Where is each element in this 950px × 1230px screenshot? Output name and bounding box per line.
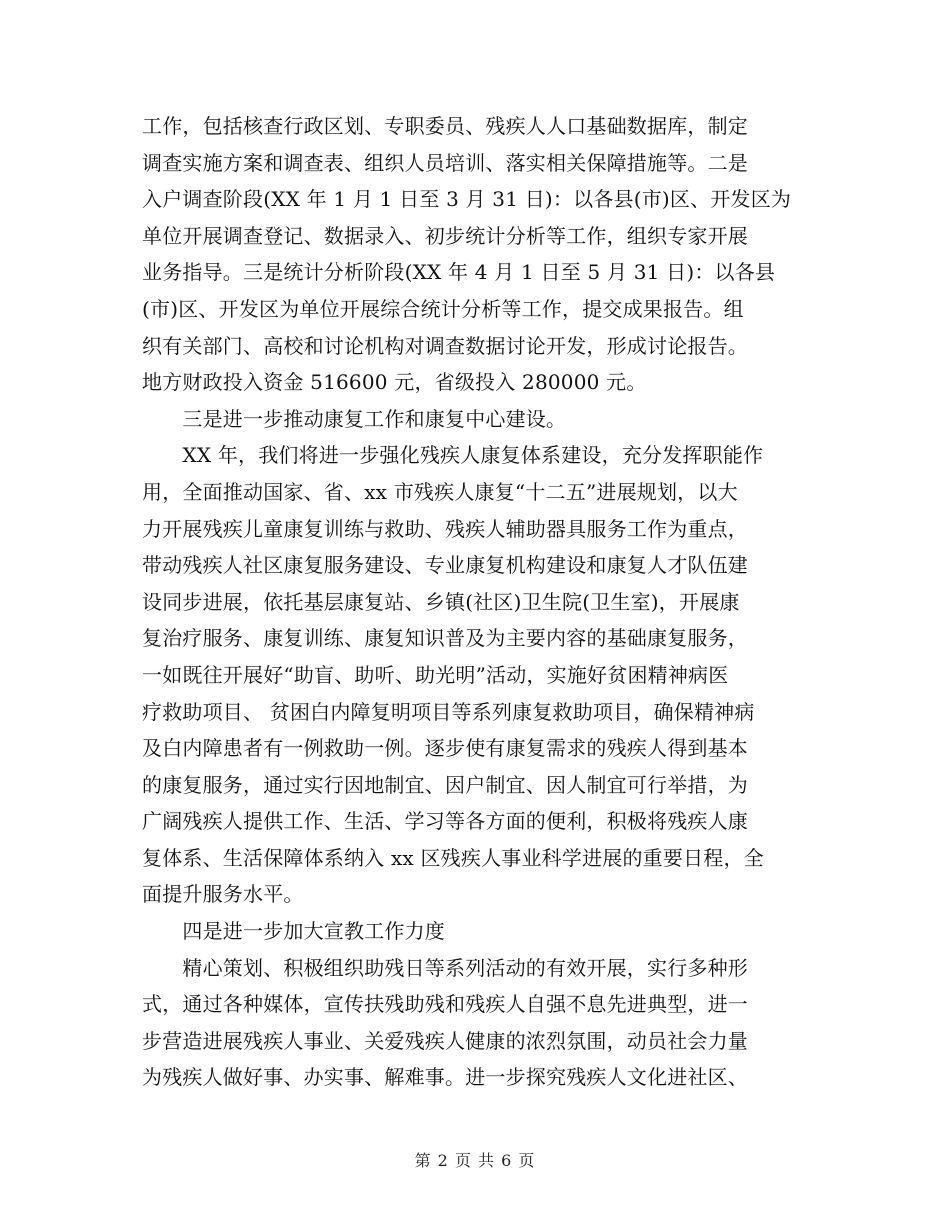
text-line: 三是进一步推动康复工作和康复中心建设。 <box>142 406 567 431</box>
text-line: 式，通过各种媒体，宣传扶残助残和残疾人自强不息先进典型，进一 <box>142 992 748 1017</box>
text-line: 疗救助项目、 贫困白内障复明项目等系列康复救助项目，确保精神病 <box>142 699 755 724</box>
text-line: 带动残疾人社区康复服务建设、专业康复机构建设和康复人才队伍建 <box>142 553 748 578</box>
text-line: 织有关部门、高校和讨论机构对调查数据讨论开发，形成讨论报告。 <box>142 333 748 358</box>
text-line: 及白内障患者有一例救助一例。逐步使有康复需求的残疾人得到基本 <box>142 736 748 761</box>
text-line: 四是进一步加大宣教工作力度 <box>142 919 445 944</box>
text-line: 工作，包括核查行政区划、专职委员、残疾人人口基础数据库，制定 <box>142 114 748 138</box>
text-line: XX 年，我们将进一步强化残疾人康复体系建设，充分发挥职能作 <box>142 443 764 468</box>
text-line: 设同步进展，依托基层康复站、乡镇(社区)卫生院(卫生室)，开展康 <box>142 589 740 614</box>
page-footer: 第 2 页 共 6 页 <box>414 1151 536 1170</box>
text-line: (市)区、开发区为单位开展综合统计分析等工作，提交成果报告。组 <box>142 296 744 321</box>
text-line: 单位开展调查登记、数据录入、初步统计分析等工作，组织专家开展 <box>142 223 748 248</box>
text-line: 入户调查阶段(XX 年 1 月 1 日至 3 月 31 日)：以各县(市)区、开发区为 <box>142 187 792 212</box>
text-line: 的康复服务，通过实行因地制宜、因户制宜、因人制宜可行举措，为 <box>142 772 748 797</box>
text-line: 用，全面推动国家、省、xx 市残疾人康复“十二五”进展规划，以大 <box>142 479 738 504</box>
text-line: 调查实施方案和调查表、组织人员培训、落实相关保障措施等。二是 <box>142 150 748 175</box>
text-line: 为残疾人做好事、办实事、解难事。进一步探究残疾人文化进社区、 <box>142 1065 748 1090</box>
text-line: 步营造进展残疾人事业、关爱残疾人健康的浓烈氛围，动员社会力量 <box>142 1028 748 1053</box>
text-line: 复治疗服务、康复训练、康复知识普及为主要内容的基础康复服务， <box>142 626 748 651</box>
text-line: 一如既往开展好“助盲、助听、助光明”活动，实施好贫困精神病医 <box>142 662 729 687</box>
text-line: 力开展残疾儿童康复训练与救助、残疾人辅助器具服务工作为重点， <box>142 516 748 541</box>
body-text <box>142 108 812 1096</box>
text-line: 广阔残疾人提供工作、生活、学习等各方面的便利，积极将残疾人康 <box>142 809 748 834</box>
text-line: 精心策划、积极组织助残日等系列活动的有效开展，实行多种形 <box>142 955 748 980</box>
text-line: 地方财政投入资金 516600 元，省级投入 280000 元。 <box>142 370 647 395</box>
text-line: 业务指导。三是统计分析阶段(XX 年 4 月 1 日至 5 月 31 日)：以各县 <box>142 260 776 285</box>
text-line: 复体系、生活保障体系纳入 xx 区残疾人事业科学进展的重要日程，全 <box>142 845 764 870</box>
text-line: 面提升服务水平。 <box>142 882 304 907</box>
